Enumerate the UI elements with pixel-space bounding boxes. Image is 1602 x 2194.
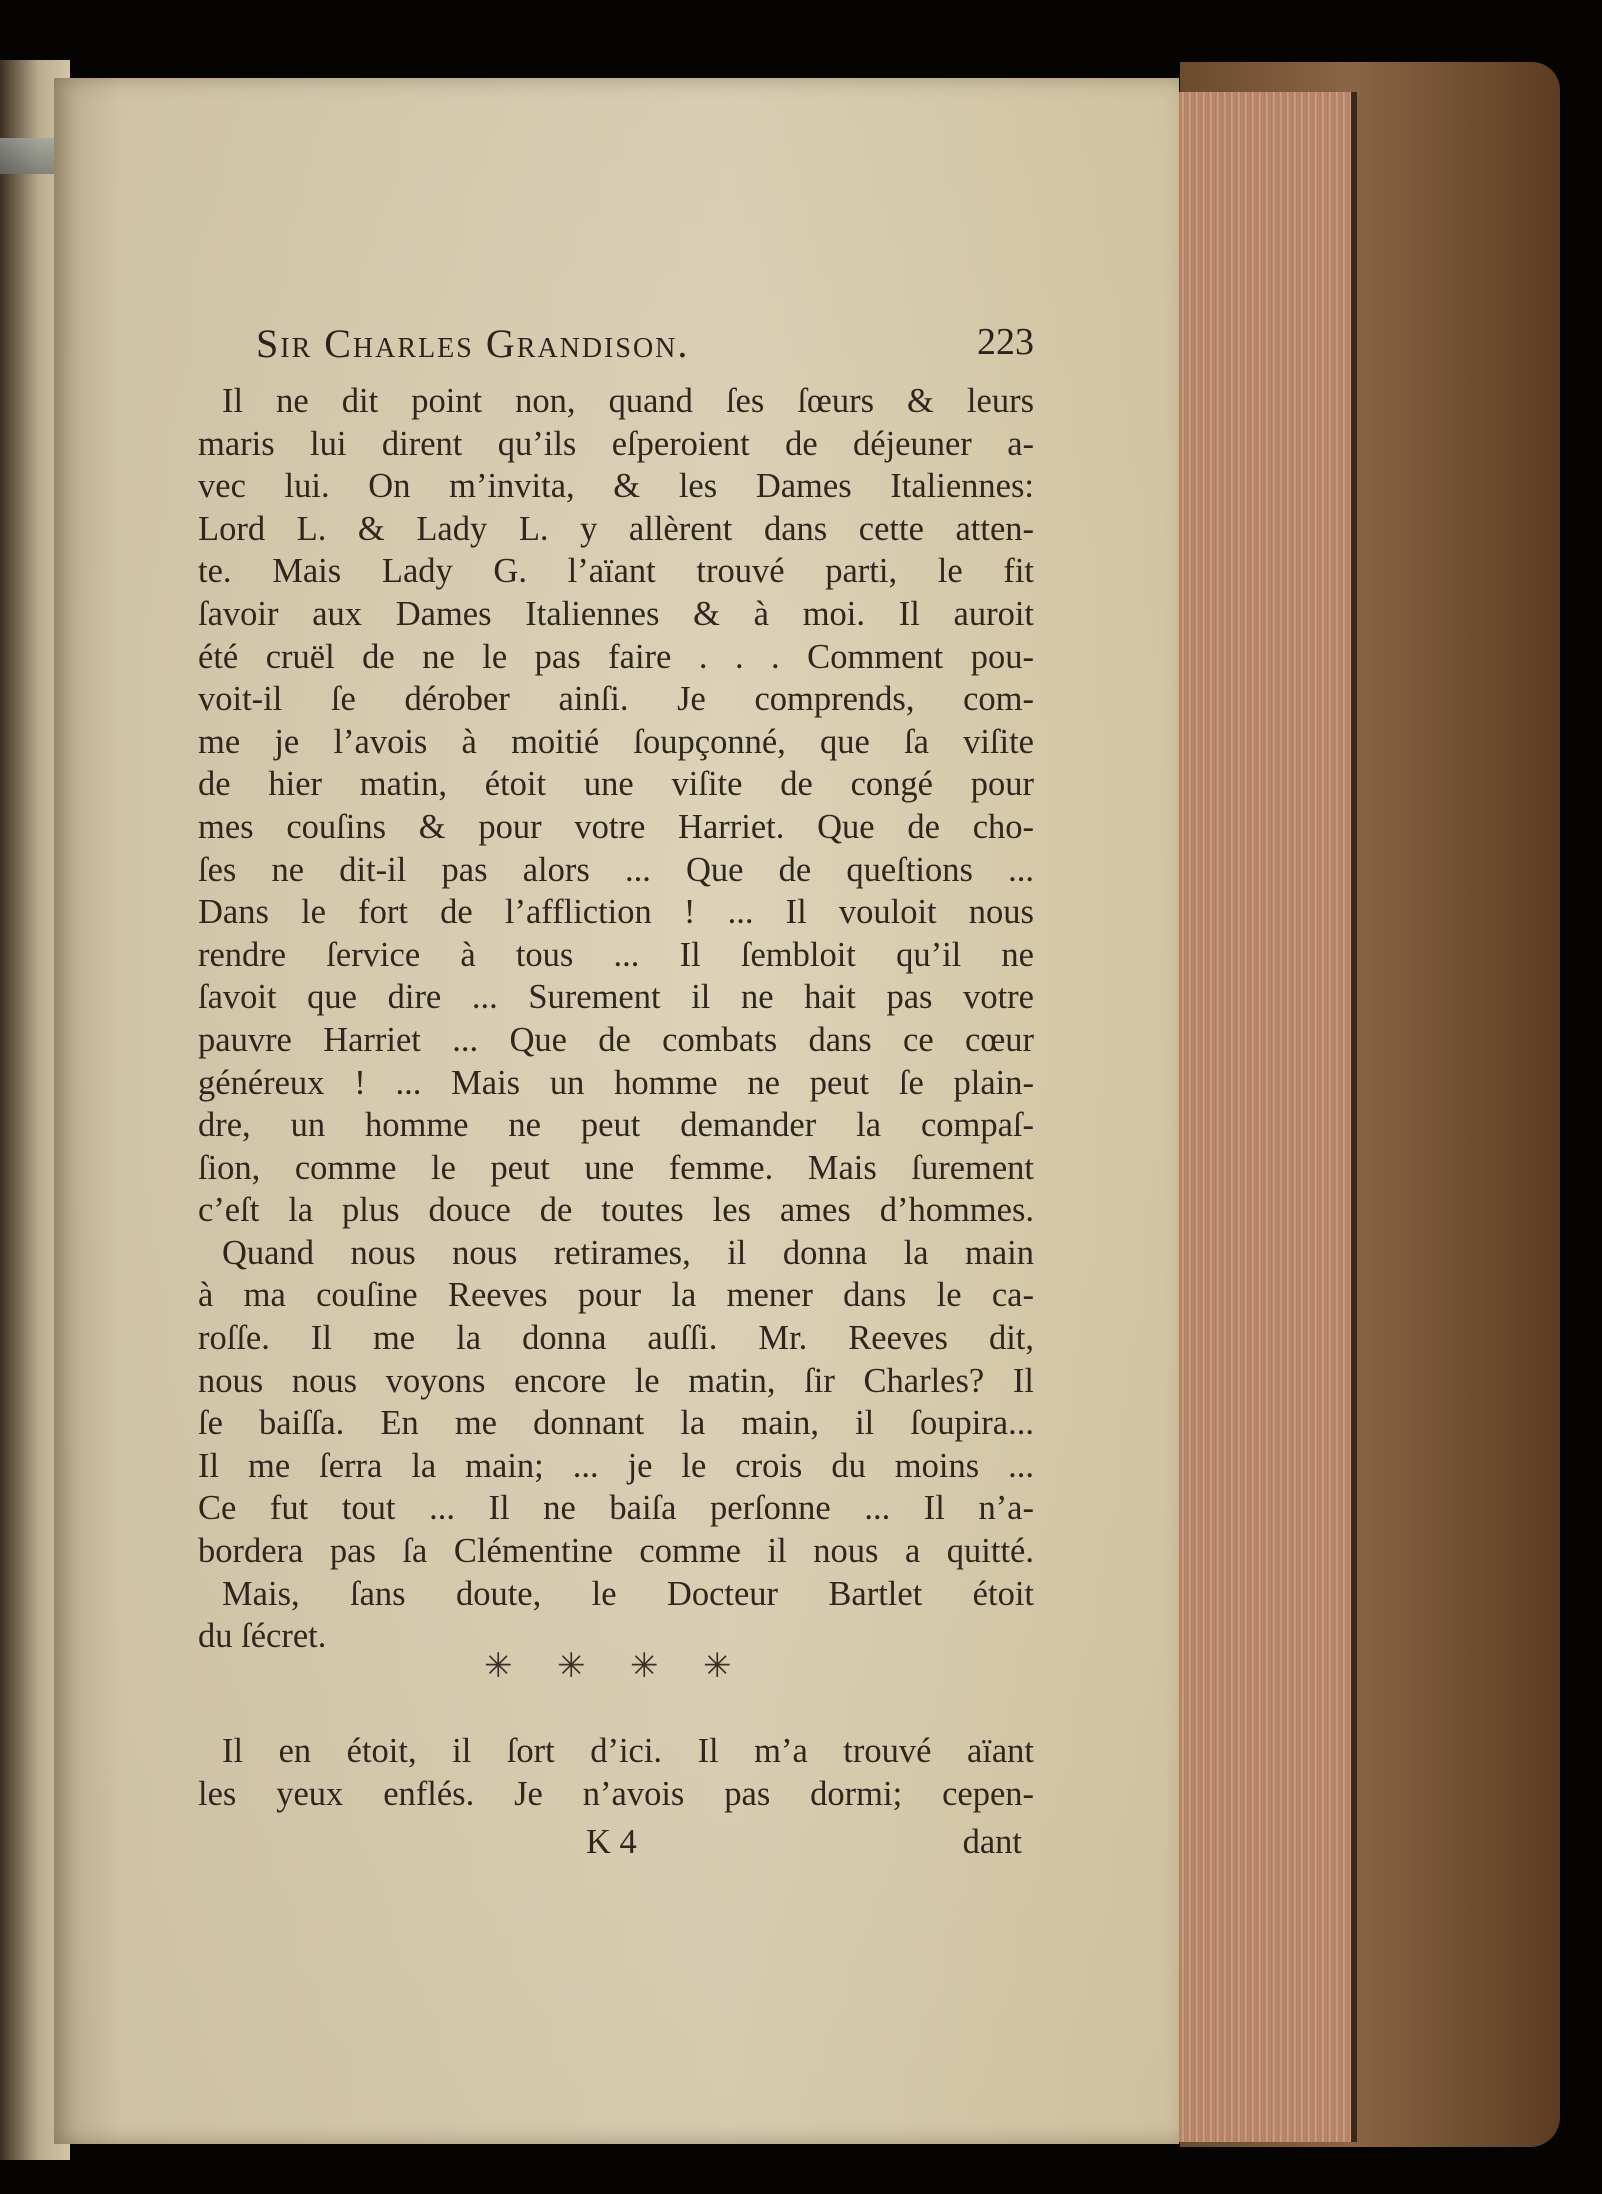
text-line: Dans le fort de l’affliction ! ... Il vouloit nous [198,893,1034,932]
text-line: dre, un homme ne peut demander la compaſ- [198,1106,1034,1145]
signature-mark: K 4 [586,1823,637,1861]
page-number: 223 [977,321,1034,363]
catchword: dant [962,1823,1022,1861]
text-line: ſavoit que dire ... Surement il ne hait pas votre [198,978,1034,1017]
text-line: vec lui. On m’invita, & les Dames Italiennes: [198,467,1034,506]
page-header [256,320,1034,370]
text-line: maris lui dirent qu’ils eſperoient de déjeuner a- [198,424,1034,463]
text-line: les yeux enflés. Je n’avois pas dormi; cepen- [198,1774,1034,1813]
text-line: me je l’avois à moitié ſoupçonné, que ſa viſite [198,722,1034,761]
text-line: roſſe. Il me la donna auſſi. Mr. Reeves dit, [198,1319,1034,1358]
text-line: pauvre Harriet ... Que de combats dans ce cœur [198,1020,1034,1059]
text-line: ſion, comme le peut une femme. Mais ſurement [198,1148,1034,1187]
text-line: été cruël de ne le pas faire . . . Comment pou- [198,637,1034,676]
text-line: nous nous voyons encore le matin, ſir Charles? Il [198,1361,1034,1400]
body-text [198,380,1034,1658]
text-line: à ma couſine Reeves pour la mener dans le ca- [198,1276,1034,1315]
running-title: Sir Charles Grandison. [256,321,690,366]
text-line: généreux ! ... Mais un homme ne peut ſe plain- [198,1063,1034,1102]
text-line: Quand nous nous retirames, il donna la main [222,1233,1034,1272]
text-line: mes couſins & pour votre Harriet. Que de cho- [198,807,1034,846]
binding-thread [0,138,62,174]
page-edges [1168,92,1357,2142]
book-page [54,78,1179,2144]
text-line: te. Mais Lady G. l’aïant trouvé parti, le fit [198,552,1034,591]
text-line: Ce fut tout ... Il ne baiſa perſonne ... Il n’a- [198,1489,1034,1528]
body-text-continued [198,1730,1034,1815]
text-line: Il en étoit, il ſort d’ici. Il m’a trouvé aïant [222,1732,1034,1770]
section-separator: ✳ ✳ ✳ ✳ [484,1648,750,1685]
text-line: bordera pas ſa Clémentine comme il nous a quitté. [198,1532,1034,1571]
text-line: de hier matin, étoit une viſite de congé pour [198,765,1034,804]
text-line: ſes ne dit-il pas alors ... Que de queſtions ... [198,850,1034,889]
text-line: Lord L. & Lady L. y allèrent dans cette atten- [198,509,1034,548]
text-line: c’eſt la plus douce de toutes les ames d’hommes. [198,1191,1034,1230]
text-line: rendre ſervice à tous ... Il ſembloit qu’il ne [198,935,1034,974]
text-line: Mais, ſans doute, le Docteur Bartlet étoit [222,1574,1034,1613]
text-line: ſe baiſſa. En me donnant la main, il ſoupira... [198,1404,1034,1443]
text-line: Il ne dit point non, quand ſes ſœurs & leurs [222,382,1034,420]
text-line: du ſécret. [198,1617,327,1656]
page-footer [198,1823,1034,1869]
text-line: ſavoir aux Dames Italiennes & à moi. Il auroit [198,594,1034,633]
text-line: Il me ſerra la main; ... je le crois du moins ... [198,1446,1034,1485]
text-line: voit-il ſe dérober ainſi. Je comprends, com- [198,680,1034,719]
